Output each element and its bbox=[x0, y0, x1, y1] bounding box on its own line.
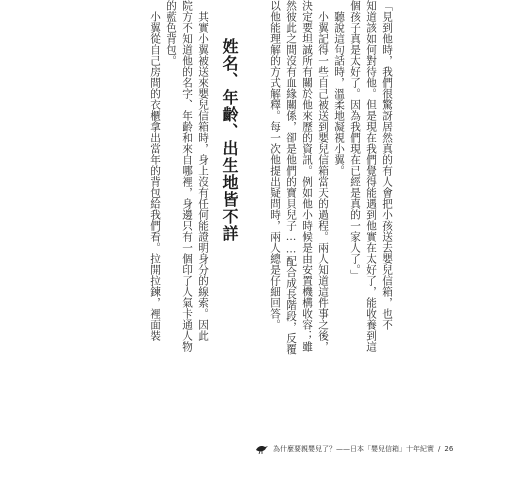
section-column-2: 院方不知道他的名字、年齡和來自哪裡，身邊只有一個印了人氣卡通人物 bbox=[181, 0, 193, 352]
section-column-1: 其實小翼被送來嬰兒信箱時，身上沒有任何能證明身分的線索。因此 bbox=[197, 0, 209, 341]
text-column-2: 知道該如何對待他。但是現在我們覺得能遇到他實在太好了，能收養到這 bbox=[365, 0, 377, 352]
page-number: 26 bbox=[444, 445, 454, 453]
footer-separator: / bbox=[438, 445, 441, 453]
text-column-1: 「見到他時，我們很驚訝居然真的有人會把小孩送去嬰兒信箱，也不 bbox=[381, 0, 393, 330]
footer-title: 為什麼要親嬰兒了？——日本「嬰兒信箱」十年紀實 bbox=[273, 445, 434, 453]
section-heading: 姓名、年齡、出生地皆不詳 bbox=[220, 38, 239, 242]
page-footer bbox=[255, 444, 453, 454]
section-column-4: 小翼從自己房間的衣櫃拿出當年的背包給我們看。拉開拉鍊，裡面裝 bbox=[149, 0, 161, 341]
stork-bird-icon bbox=[255, 444, 269, 454]
text-column-5: 小翼記得一些自己被送到嬰兒信箱當天的過程。兩人知道這件事之後， bbox=[317, 0, 329, 352]
text-column-3: 個孩子真是太好了。因為我們現在已經是真的一家人了。」 bbox=[349, 0, 361, 281]
text-column-8: 以他能理解的方式解釋。每一次他提出疑問時，兩人總是仔細回答。 bbox=[269, 0, 281, 330]
text-column-6: 決定要坦誠所有關於他來歷的資訊。例如他小時候是由安置機構收容；雖 bbox=[301, 0, 313, 352]
text-column-7: 然彼此之間沒有血緣關係，卻是他們的寶貝兒子……配合成長階段，反覆 bbox=[285, 0, 297, 355]
section-column-3: 的藍色背包。 bbox=[165, 0, 177, 66]
text-column-4: 聽說這句話時，溫柔地凝視小翼。 bbox=[333, 0, 345, 176]
